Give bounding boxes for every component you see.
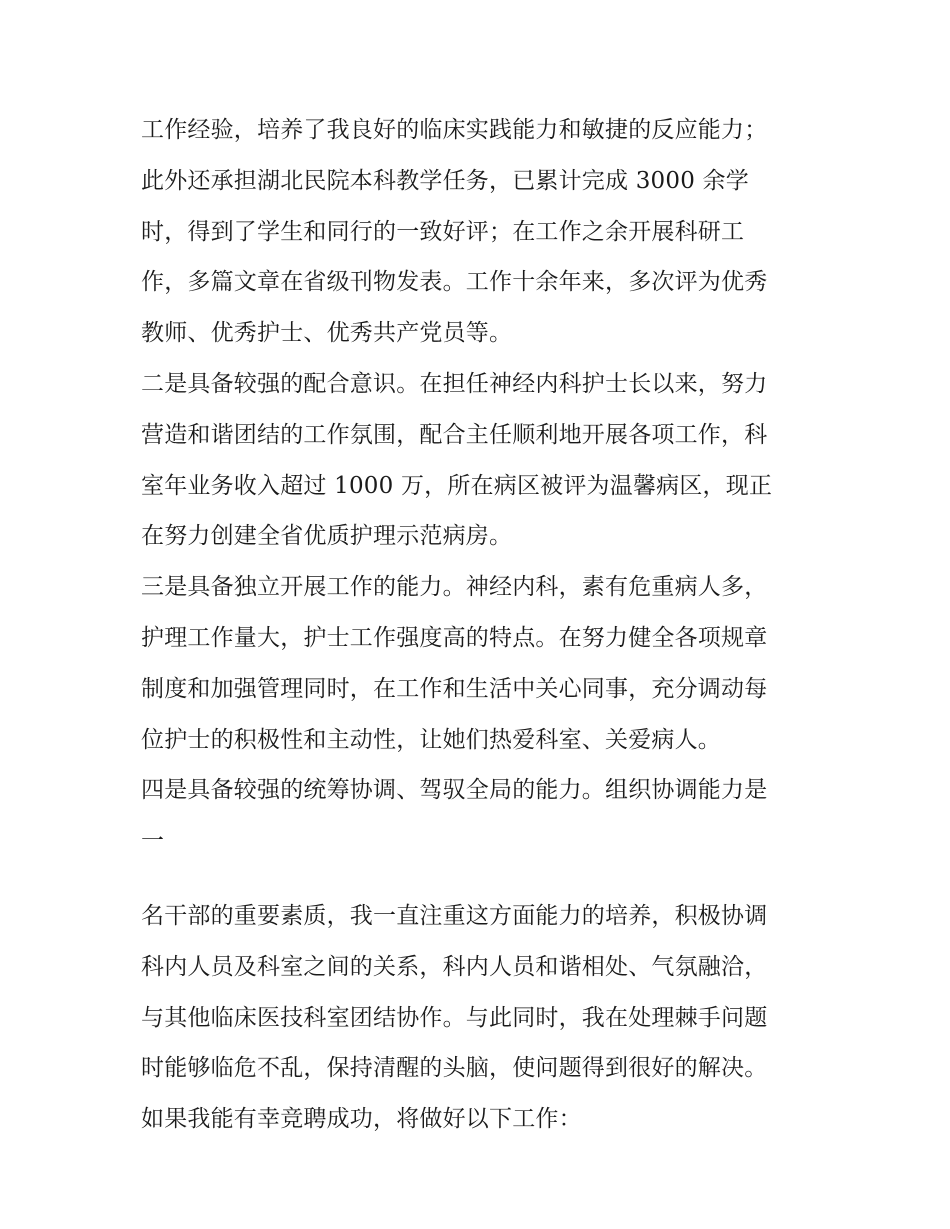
paragraph-gap	[141, 867, 821, 891]
text-line: 在努力创建全省优质护理示范病房。	[141, 523, 513, 550]
text-line: 室年业务收入超过 1000 万，所在病区被评为温馨病区，现正	[141, 472, 773, 499]
text-line: 名干部的重要素质，我一直注重这方面能力的培养，积极协调	[141, 902, 768, 929]
text-line: 时能够临危不乱，保持清醒的头脑，使问题得到很好的解决。	[141, 1055, 768, 1082]
text-line: 营造和谐团结的工作氛围，配合主任顺利地开展各项工作，科	[141, 421, 768, 448]
text-line: 作，多篇文章在省级刊物发表。工作十余年来，多次评为优秀	[141, 269, 768, 296]
text-line: 此外还承担湖北民院本科教学任务，已累计完成 3000 余学	[141, 167, 749, 194]
text-line: 如果我能有幸竞聘成功，将做好以下工作：	[141, 1106, 582, 1133]
text-line: 时，得到了学生和同行的一致好评；在工作之余开展科研工	[141, 218, 745, 245]
text-line: 位护士的积极性和主动性，让她们热爱科室、关爱病人。	[141, 726, 721, 753]
text-line: 科内人员及科室之间的关系，科内人员和谐相处、气氛融洽，	[141, 953, 768, 980]
text-line: 四是具备较强的统筹协调、驾驭全局的能力。组织协调能力是	[141, 777, 768, 804]
text-line: 三是具备独立开展工作的能力。神经内科，素有危重病人多，	[141, 574, 768, 601]
text-line: 制度和加强管理同时，在工作和生活中关心同事，充分调动每	[141, 675, 768, 702]
text-line: 教师、优秀护士、优秀共产党员等。	[141, 320, 513, 347]
text-line: 一	[141, 828, 165, 855]
text-line: 与其他临床医技科室团结协作。与此同时，我在处理棘手问题	[141, 1004, 768, 1031]
text-line: 工作经验，培养了我良好的临床实践能力和敏捷的反应能力；	[141, 117, 768, 143]
body-text	[141, 105, 821, 1145]
text-line: 护理工作量大，护士工作强度高的特点。在努力健全各项规章	[141, 624, 768, 651]
text-line: 二是具备较强的配合意识。在担任神经内科护士长以来，努力	[141, 370, 768, 397]
